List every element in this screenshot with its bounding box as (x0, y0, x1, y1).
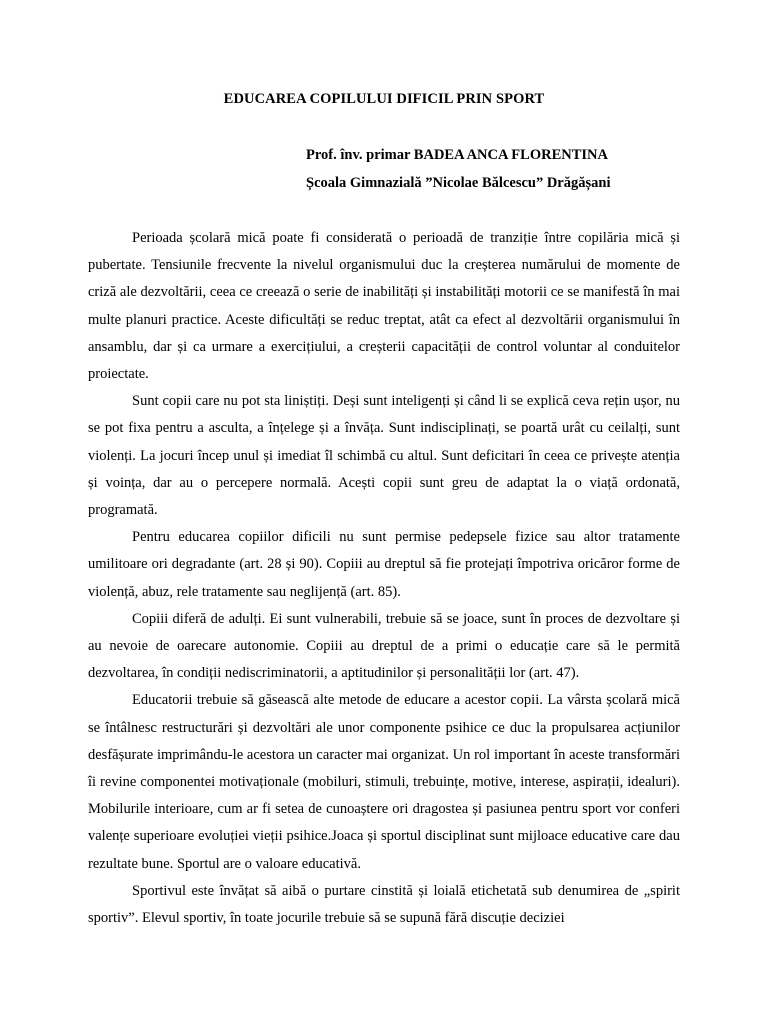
author-line: Prof. înv. primar BADEA ANCA FLORENTINA (306, 147, 608, 163)
paragraph: Perioada școlară mică poate fi considerată o perioadă de tranziție între copilăria mică și pubertate. Tensiunile frecvente la nivelul organismului duc la creșterea numărului de momente de criză ale dezvoltării, ceea ce creează o serie de inabilități și instabilități motorii ce se manifestă în mai multe planuri practice. Aceste dificultăți se reduc treptat, atât ca efect al dezvoltării organismului în ansamblu, dar și ca urmare a exercițiului, a creșterii capacității de control voluntar al conduitelor proiectate. (88, 230, 680, 383)
document-body (88, 225, 680, 932)
paragraph: Copiii diferă de adulți. Ei sunt vulnerabili, trebuie să se joace, sunt în proces de dezvoltare și au nevoie de oarecare autonomie. Copiii au dreptul de a primi o educație care să le permită dezvoltarea, în condiții nediscriminatorii, a aptitudinilor și personalității lor (art. 47). (88, 610, 680, 682)
paragraph: Sunt copii care nu pot sta liniștiți. Deși sunt inteligenți și când li se explică ceva rețin ușor, nu se pot fixa pentru a asculta, a înțelege și a învăța. Sunt indisciplinați, se poartă urât cu ceilalți, sunt violenți. La jocuri încep unul și imediat îl schimbă cu altul. Sunt deficitari în ceea ce privește atenția și voința, dar au o percepere normală. Acești copii sunt greu de adaptat la o viață ordonată, programată. (88, 393, 680, 519)
document-title: EDUCAREA COPILULUI DIFICIL PRIN SPORT (223, 91, 545, 107)
paragraph: Educatorii trebuie să găsească alte metode de educare a acestor copii. La vârsta școlară mică se întâlnesc restructurări și dezvoltări ale unor componente psihice ce duc la propulsarea acțiunilor desfășurate imprimându-le acestora un caracter mai organizat. Un rol important în aceste transformări îi revine componentei motivaționale (mobiluri, stimuli, trebuințe, motive, interese, aspirații, idealuri). Mobilurile interioare, cum ar fi setea de cunoaștere ori dragostea și pasiunea pentru sport vor conferi valențe superioare evoluției vieții psihice.Joaca și sportul disciplinat sunt mijloace educative care dau rezultate bune. Sportul are o valoare educativă. (88, 692, 680, 872)
school-line: Școala Gimnazială ”Nicolae Bălcescu” Drăgășani (306, 175, 611, 191)
paragraph: Pentru educarea copiilor dificili nu sunt permise pedepsele fizice sau altor tratamente umilitoare ori degradante (art. 28 și 90). Copiii au dreptul să fie protejați împotriva oricăror forme de violență, abuz, rele tratamente sau neglijență (art. 85). (88, 529, 680, 600)
paragraph: Sportivul este învățat să aibă o purtare cinstită și loială etichetată sub denumirea de „spirit sportiv”. Elevul sportiv, în toate jocurile trebuie să se supună fără discuție deciziei (88, 882, 680, 927)
